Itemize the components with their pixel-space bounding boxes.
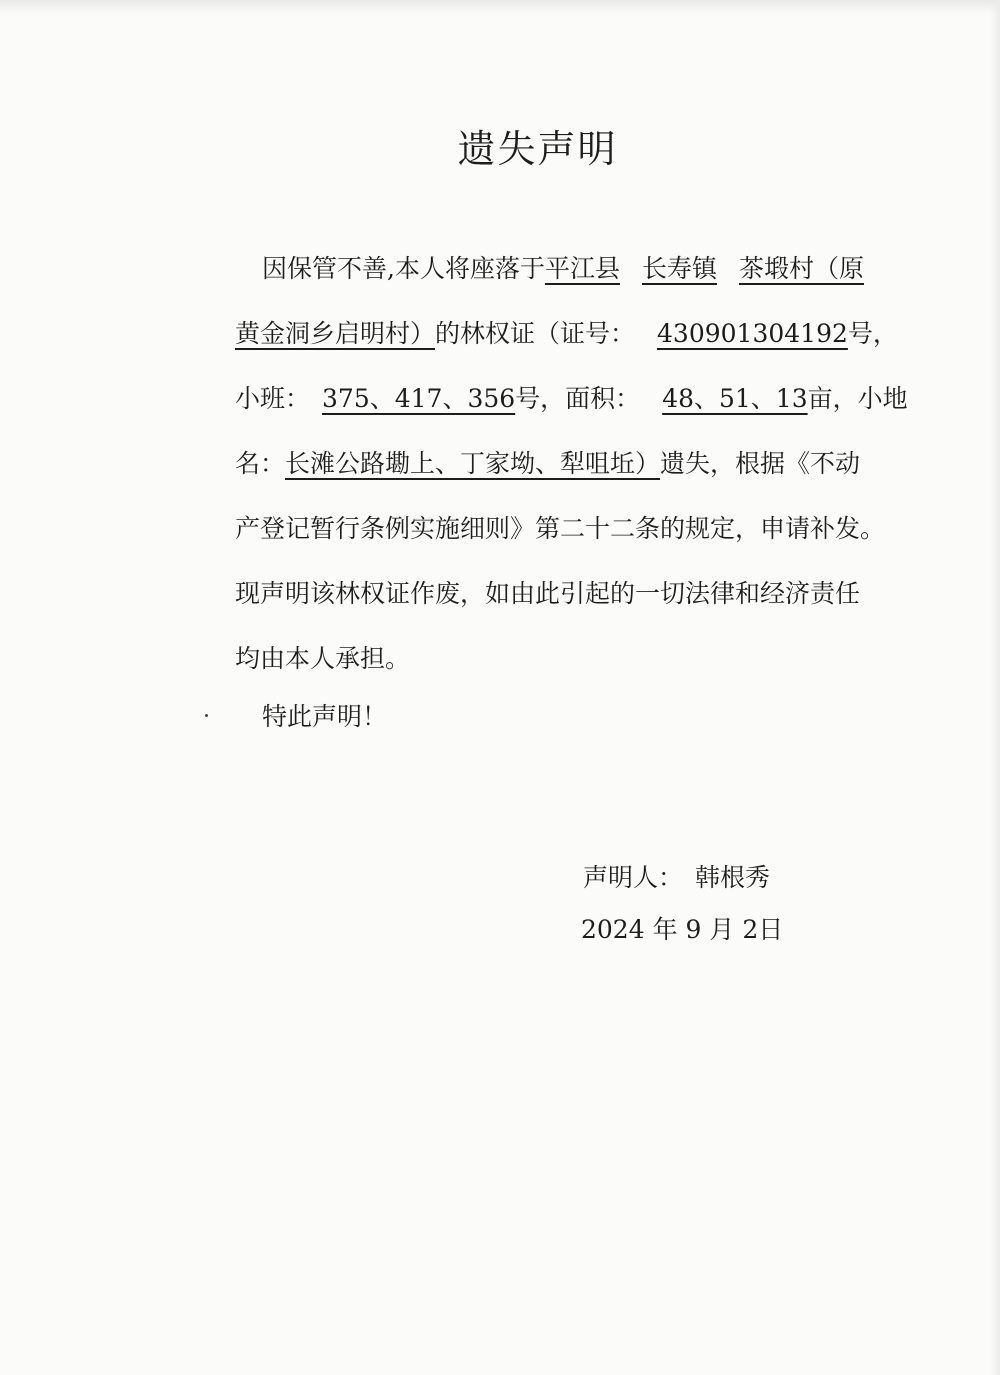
place-names: 长滩公路墈上、丁家坳、犁咀坵） xyxy=(285,449,661,478)
signatory-label: 声明人： xyxy=(583,863,684,892)
signatory-line xyxy=(583,858,770,894)
page-title: 遗失声明 xyxy=(457,127,618,171)
line2-tail: 号， xyxy=(847,319,898,348)
date-year: 2024 xyxy=(581,915,645,944)
scan-edge-right xyxy=(990,0,1000,1375)
plot-numbers: 375、417、356 xyxy=(322,384,516,413)
line2-text: 的林权证（证号： xyxy=(435,319,636,348)
county-underlined: 平江县 xyxy=(544,254,620,283)
body-line-5: 产登记暂行条例实施细则》第二十二条的规定，申请补发。 xyxy=(235,514,886,543)
line3-mid: 号，面积： xyxy=(515,384,641,413)
village-cont-underlined: 黄金洞乡启明村） xyxy=(235,319,436,348)
closing-statement: 特此声明！ xyxy=(262,702,388,731)
body-line-7: 均由本人承担。 xyxy=(235,644,411,673)
signatory-name: 韩根秀 xyxy=(695,863,771,892)
body-line-4 xyxy=(235,447,860,481)
certificate-number: 430901304192 xyxy=(657,319,848,348)
body-line-3 xyxy=(235,382,908,416)
village-underlined: 茶塅村（原 xyxy=(738,254,864,283)
date-month: 9 xyxy=(685,915,702,944)
date-line xyxy=(581,910,783,946)
body-line-2 xyxy=(235,317,898,351)
line3-tail: 亩，小地 xyxy=(807,384,908,413)
line3-label: 小班： xyxy=(235,384,311,413)
line1-text: 因保管不善,本人将座落于 xyxy=(262,254,545,283)
date-day-unit: 日 xyxy=(758,915,784,944)
line4-label: 名： xyxy=(235,449,286,478)
body-line-1 xyxy=(262,252,864,286)
scan-speck xyxy=(205,714,208,717)
body-line-6: 现声明该林权证作废，如由此引起的一切法律和经济责任 xyxy=(235,579,861,608)
town-underlined: 长寿镇 xyxy=(641,254,717,283)
date-day: 2 xyxy=(742,915,759,944)
date-month-unit: 月 xyxy=(709,915,735,944)
line4-tail: 遗失，根据《不动 xyxy=(660,449,861,478)
scan-edge-top xyxy=(0,0,1000,14)
area-values: 48、51、13 xyxy=(662,384,808,413)
date-year-unit: 年 xyxy=(652,915,678,944)
